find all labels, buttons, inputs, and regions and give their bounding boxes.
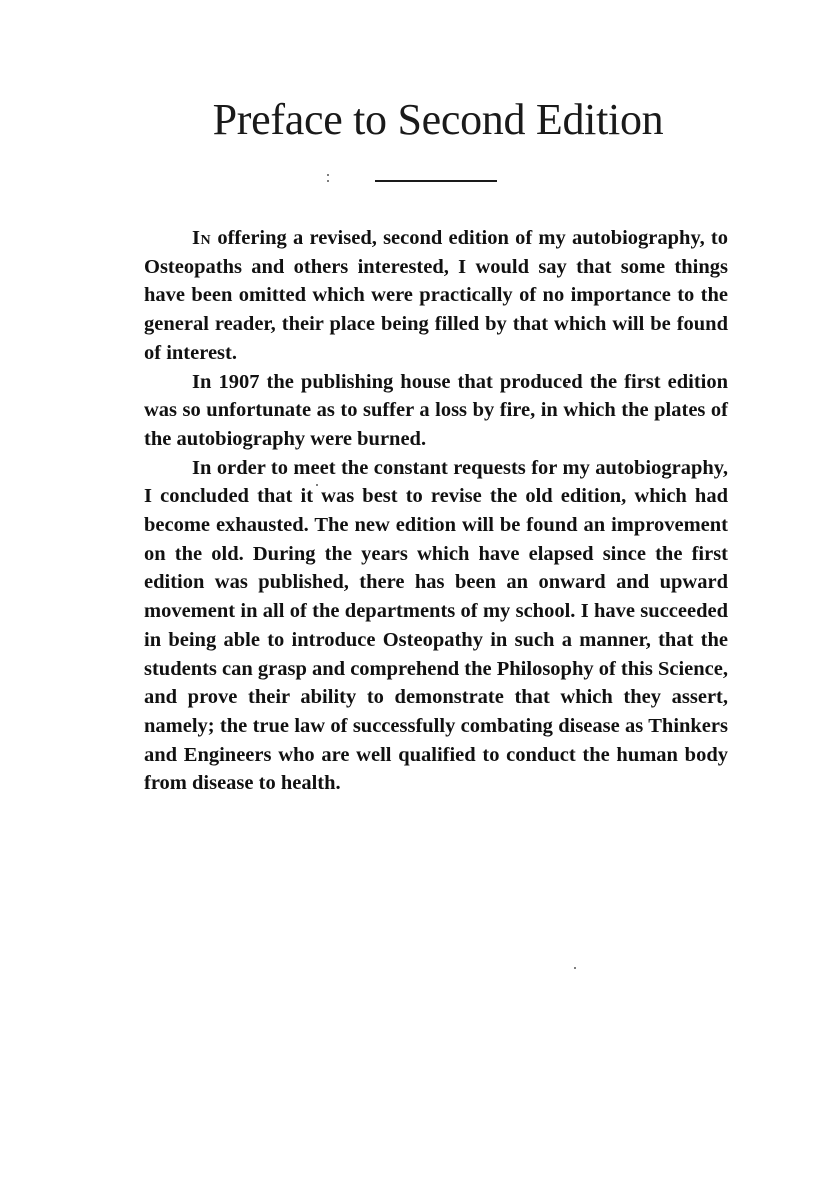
paragraph-3-text: In order to meet the constant requests for my autobiography, I concluded that it was best to revise the old edition, which had become exhausted. The new edition will be found an improvement on the old. During the years which have elapsed since the first edition was published, there has been an onward and upward movement in all of the departments of my school. I have succeeded in being able to introduce Osteopathy in such a manner, that the students can grasp and comprehend the Philosophy of this Science, and prove their ability to demonstrate that which they assert, namely; the true law of successfully combating disease as Thinkers and Engineers who are well qualified to conduct the human body from disease to health. [144,456,728,795]
paragraph-2-text: In 1907 the publishing house that produced the first edition was so unfortunate as to suffer a loss by fire, in which the plates of the autobiography were burned. [144,370,728,450]
print-speck [327,180,329,182]
paragraph-1-lead-word: In [192,227,212,249]
page-title: Preface to Second Edition [212,95,664,144]
paragraph-1-text: offering a revised, second edition of my autobiography, to Osteopaths and others interested, I would say that some things have been omitted which were practically of no importance to the general reader, their place being filled by that which will be found of interest. [144,227,728,364]
paragraph-1 [144,224,728,368]
title-divider-rule [375,180,497,182]
paragraph-3 [144,454,728,798]
preface-body [144,224,728,798]
paragraph-2 [144,368,728,454]
print-speck [574,967,576,969]
print-speck [327,174,329,176]
